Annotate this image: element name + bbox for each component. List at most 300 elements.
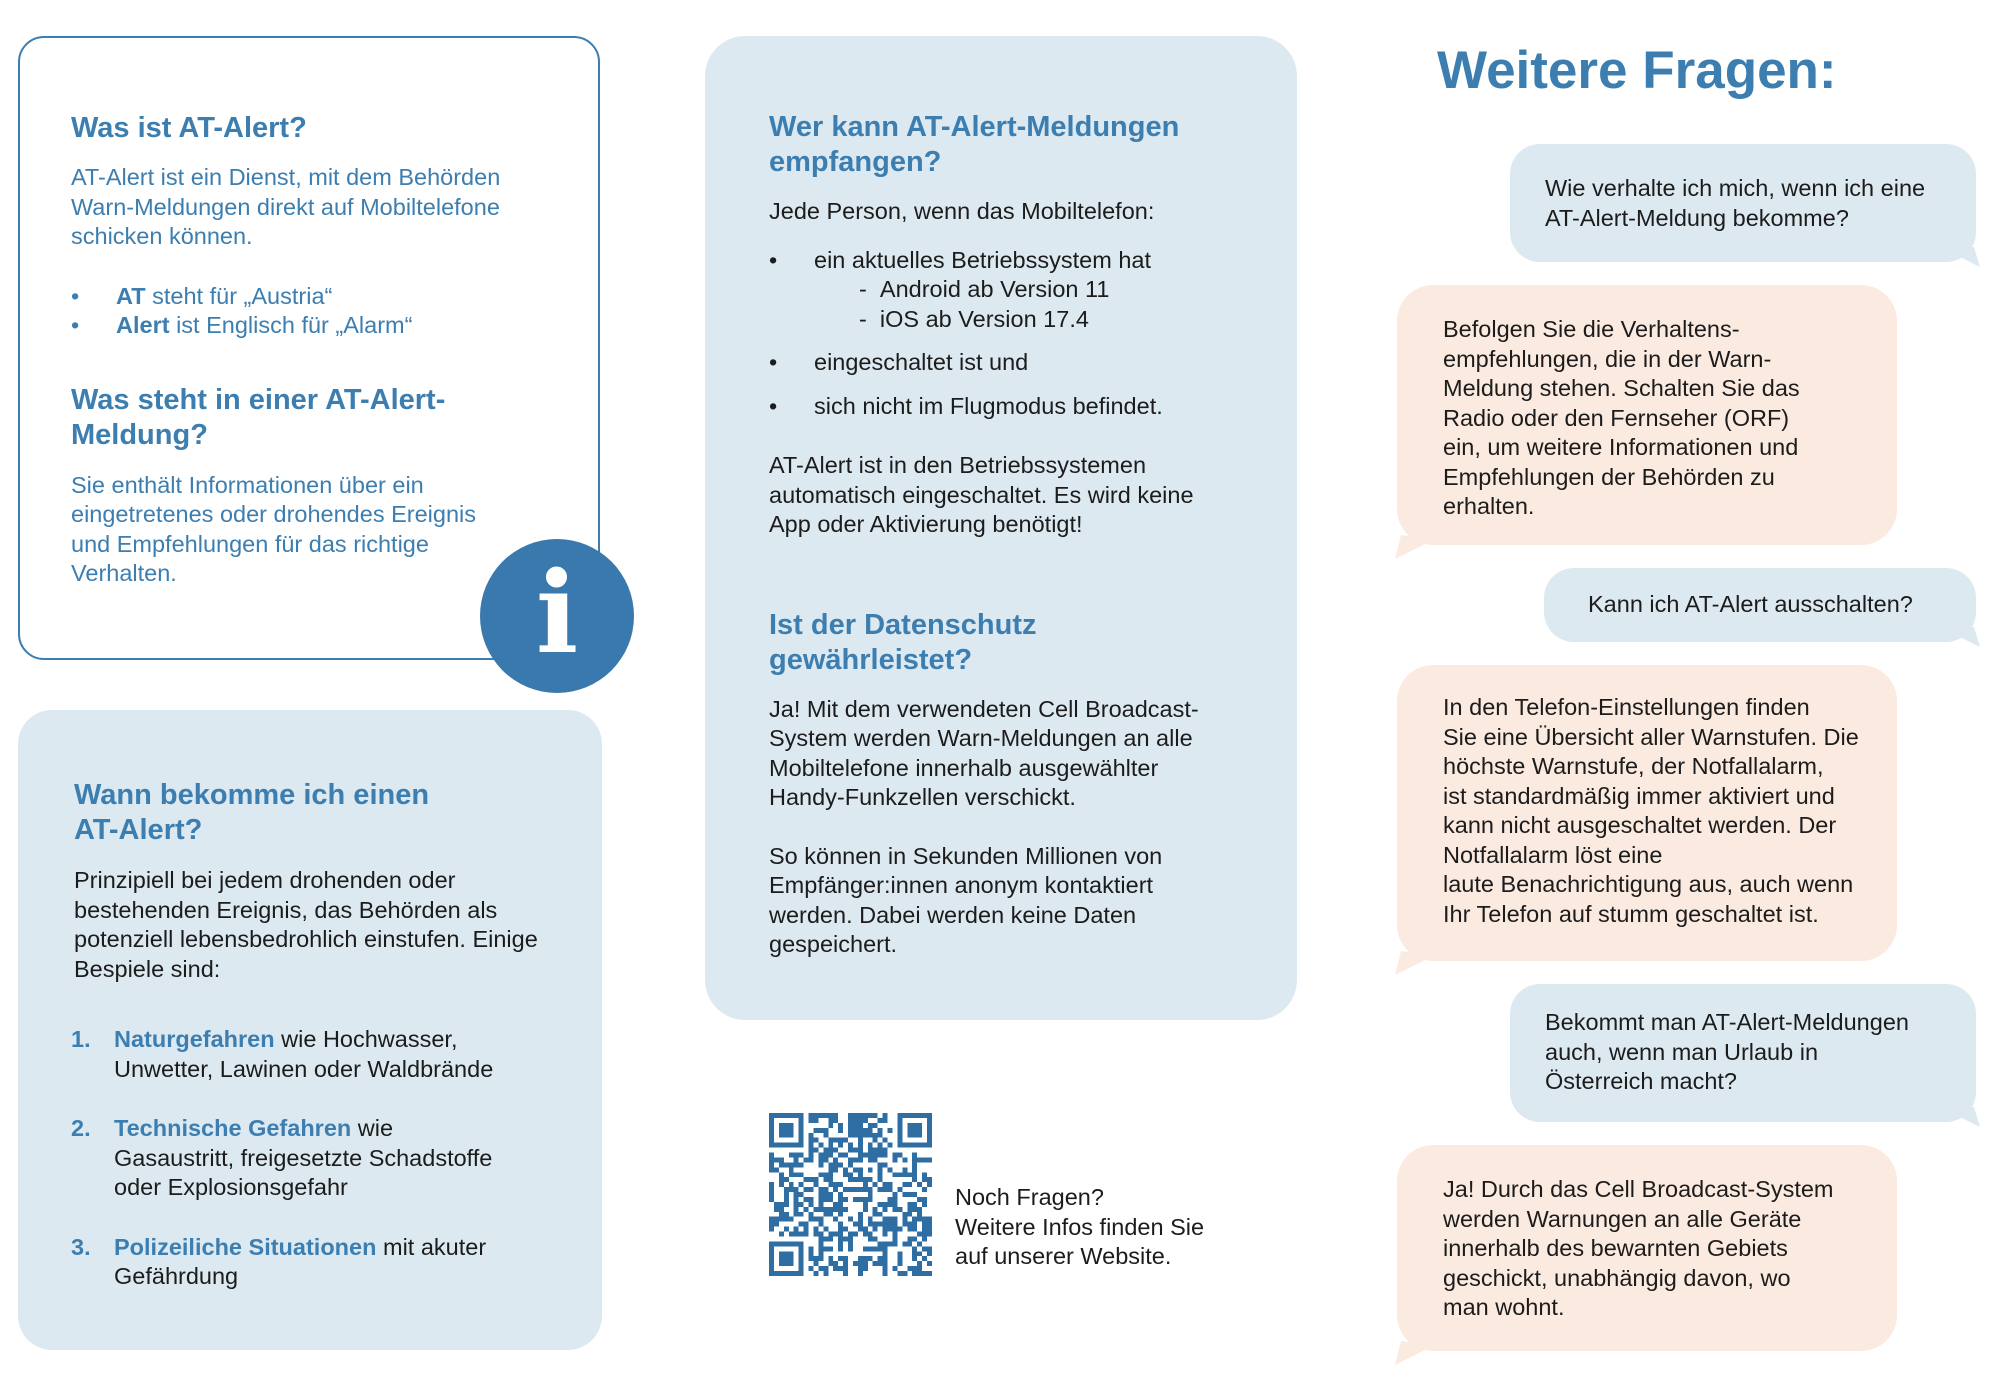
qr-module: [769, 1261, 774, 1266]
qr-module: [922, 1256, 927, 1261]
qr-module: [883, 1148, 888, 1153]
qr-module: [892, 1236, 897, 1241]
qr-module: [868, 1192, 873, 1197]
qr-module: [774, 1207, 779, 1212]
text-line: Meldung stehen. Schalten Sie das: [1443, 375, 1800, 401]
answer-text: [1397, 1145, 1897, 1323]
qr-module: [828, 1192, 833, 1197]
qr-module: [883, 1118, 888, 1123]
qr-module: [779, 1261, 784, 1266]
qr-module: [823, 1177, 828, 1182]
qr-module: [789, 1143, 794, 1148]
qr-module: [858, 1128, 863, 1133]
text-line: Empfänger:innen anonym kontaktiert: [769, 872, 1154, 898]
bubble-tail: [1395, 951, 1435, 975]
qr-module: [912, 1153, 917, 1158]
qr-module: [888, 1187, 893, 1192]
qr-module: [912, 1266, 917, 1271]
qr-module: [779, 1113, 784, 1118]
panel-who-content: [769, 110, 1289, 960]
qr-module: [799, 1212, 804, 1217]
bullet-alert: [71, 311, 591, 341]
qr-module: [823, 1113, 828, 1118]
qr-module: [769, 1251, 774, 1256]
qr-module: [912, 1271, 917, 1276]
qr-module: [917, 1217, 922, 1222]
qr-module: [823, 1246, 828, 1251]
qr-module: [868, 1133, 873, 1138]
item-number: 1.: [71, 1026, 91, 1052]
qr-module: [823, 1227, 828, 1232]
qr-module: [823, 1197, 828, 1202]
qr-module: [907, 1172, 912, 1177]
qr-module: [813, 1227, 818, 1232]
qr-module: [858, 1157, 863, 1162]
qr-module: [784, 1123, 789, 1128]
qr-module: [823, 1148, 828, 1153]
qr-module: [883, 1162, 888, 1167]
item-number: 3.: [71, 1233, 91, 1260]
qr-module: [823, 1157, 828, 1162]
qr-module: [853, 1187, 858, 1192]
qr-module: [809, 1143, 814, 1148]
qr-module: [799, 1246, 804, 1251]
example-item: [71, 1114, 594, 1203]
qr-module: [853, 1133, 858, 1138]
qr-module: [907, 1128, 912, 1133]
qr-module: [873, 1138, 878, 1143]
item-text: mit akuter: [376, 1233, 487, 1260]
bullet-term: Alert: [116, 312, 170, 338]
qr-module: [774, 1217, 779, 1222]
qr-module: [818, 1207, 823, 1212]
qr-module: [868, 1217, 873, 1222]
qr-module: [853, 1148, 858, 1153]
qr-module: [902, 1217, 907, 1222]
qr-module: [853, 1113, 858, 1118]
qr-module: [769, 1153, 774, 1158]
qr-module: [873, 1148, 878, 1153]
qr-module: [794, 1241, 799, 1246]
qr-module: [912, 1207, 917, 1212]
qr-module: [848, 1241, 853, 1246]
qr-module: [799, 1261, 804, 1266]
qr-module: [838, 1227, 843, 1232]
qr-module: [868, 1232, 873, 1237]
qr-module: [779, 1162, 784, 1167]
qr-module: [897, 1207, 902, 1212]
qr-module: [843, 1261, 848, 1266]
qr-module: [858, 1123, 863, 1128]
qr-module: [828, 1197, 833, 1202]
qr-module: [888, 1217, 893, 1222]
qr-module: [769, 1182, 774, 1187]
qr-code-icon[interactable]: [769, 1113, 932, 1276]
qr-module: [853, 1157, 858, 1162]
privacy-p2: [769, 842, 1289, 960]
qr-module: [858, 1271, 863, 1276]
qr-module: [823, 1172, 828, 1177]
qr-module: [813, 1207, 818, 1212]
text-line: System werden Warn-Meldungen an alle: [769, 725, 1193, 751]
qr-module: [838, 1241, 843, 1246]
what-is-intro: [71, 163, 591, 252]
qr-module: [878, 1256, 883, 1261]
bubble-tail: [1395, 535, 1435, 559]
os-sub-list: [814, 275, 1289, 334]
qr-module: [873, 1236, 878, 1241]
qr-module: [809, 1187, 814, 1192]
qr-module: [912, 1227, 917, 1232]
qr-module: [873, 1212, 878, 1217]
qr-module: [789, 1217, 794, 1222]
qr-module: [838, 1266, 843, 1271]
qr-module: [883, 1256, 888, 1261]
bullet-text: ist Englisch für „Alarm“: [169, 312, 413, 338]
qr-module: [809, 1157, 814, 1162]
qr-module: [888, 1182, 893, 1187]
qr-module: [863, 1232, 868, 1237]
qr-module: [868, 1167, 873, 1172]
text-line: Mobiltelefone innerhalb ausgewählter: [769, 754, 1159, 781]
qr-module: [873, 1123, 878, 1128]
qr-module: [789, 1251, 794, 1256]
qr-module: [888, 1197, 893, 1202]
qr-module: [838, 1138, 843, 1143]
qr-module: [863, 1246, 868, 1251]
qr-module: [838, 1143, 843, 1148]
qr-module: [848, 1217, 853, 1222]
qr-module: [858, 1261, 863, 1266]
qr-module: [917, 1251, 922, 1256]
when-examples: [71, 1025, 594, 1292]
qr-module: [838, 1212, 843, 1217]
panel-what-is-content: [71, 111, 591, 589]
qr-module: [897, 1128, 902, 1133]
qr-module: [897, 1118, 902, 1123]
text-line: Bespiele sind:: [74, 955, 221, 982]
qr-module: [794, 1212, 799, 1217]
qr-module: [917, 1232, 922, 1237]
faq-title: Weitere Fragen:: [1437, 41, 1837, 100]
qr-module: [779, 1123, 784, 1128]
qr-module: [789, 1128, 794, 1133]
qr-module: [774, 1222, 779, 1227]
qr-module: [883, 1271, 888, 1276]
question-bubble: [1510, 144, 1976, 262]
qr-module: [843, 1207, 848, 1212]
qr-module: [838, 1236, 843, 1241]
qr-module: [833, 1261, 838, 1266]
qr-module: [873, 1261, 878, 1266]
qr-module: [809, 1113, 814, 1118]
qr-module: [892, 1192, 897, 1197]
bullet-os: [769, 246, 1289, 335]
info-icon: [480, 539, 634, 693]
bullet-flightmode: [769, 392, 1289, 422]
qr-module: [883, 1113, 888, 1118]
qr-module: [927, 1177, 932, 1182]
who-intro: Jede Person, wenn das Mobiltelefon:: [769, 198, 1155, 224]
qr-module: [809, 1197, 814, 1202]
qr-module: [799, 1162, 804, 1167]
qr-module: [863, 1197, 868, 1202]
qr-module: [912, 1123, 917, 1128]
qr-module: [912, 1172, 917, 1177]
qr-module: [779, 1177, 784, 1182]
heading-privacy: [769, 608, 1289, 678]
qr-caption: [955, 1183, 1204, 1272]
text-line: AT-Alert ist ein Dienst, mit dem Behörden: [71, 164, 501, 190]
qr-module: [848, 1172, 853, 1177]
qr-module: [799, 1241, 804, 1246]
qr-module: [833, 1207, 838, 1212]
qr-module: [912, 1246, 917, 1251]
qr-module: [809, 1246, 814, 1251]
qr-module: [799, 1232, 804, 1237]
item-term: Technische Gefahren: [114, 1115, 352, 1141]
qr-module: [863, 1153, 868, 1158]
qr-module: [917, 1241, 922, 1246]
qr-module: [784, 1162, 789, 1167]
qr-module: [917, 1261, 922, 1266]
qr-module: [853, 1118, 858, 1123]
qr-module: [927, 1251, 932, 1256]
qr-module: [892, 1202, 897, 1207]
qr-module: [833, 1217, 838, 1222]
bubble-tail: [1940, 1107, 1980, 1127]
text-line: schicken können.: [71, 223, 253, 249]
qr-module: [902, 1113, 907, 1118]
qr-module: [794, 1207, 799, 1212]
qr-module: [794, 1192, 799, 1197]
qr-module: [927, 1113, 932, 1118]
qr-module: [883, 1207, 888, 1212]
qr-module: [779, 1251, 784, 1256]
qr-module: [863, 1182, 868, 1187]
text-line: eingetretenes oder drohendes Ereignis: [71, 501, 476, 527]
qr-module: [917, 1133, 922, 1138]
qr-module: [779, 1172, 784, 1177]
qr-module: [779, 1241, 784, 1246]
qr-module: [873, 1207, 878, 1212]
qr-module: [878, 1148, 883, 1153]
qr-module: [799, 1153, 804, 1158]
qr-module: [853, 1197, 858, 1202]
qr-module: [784, 1202, 789, 1207]
qr-module: [789, 1256, 794, 1261]
qr-module: [897, 1172, 902, 1177]
qr-module: [779, 1256, 784, 1261]
qr-module: [873, 1246, 878, 1251]
qr-module: [769, 1246, 774, 1251]
qr-module: [789, 1187, 794, 1192]
text-line: Sie enthält Informationen über ein: [71, 471, 424, 498]
qr-module: [818, 1157, 823, 1162]
qr-module: [922, 1143, 927, 1148]
qr-module: [818, 1192, 823, 1197]
qr-module: [843, 1172, 848, 1177]
qr-module: [858, 1197, 863, 1202]
qr-module: [813, 1256, 818, 1261]
qr-module: [809, 1133, 814, 1138]
qr-module: [848, 1133, 853, 1138]
qr-module: [912, 1167, 917, 1172]
qr-module: [799, 1128, 804, 1133]
qr-module: [902, 1192, 907, 1197]
sub-item-text: Android ab Version 11: [879, 276, 1110, 302]
qr-module: [878, 1172, 883, 1177]
qr-module: [828, 1261, 833, 1266]
heading-line: Wer kann AT-Alert-Meldungen: [769, 111, 1180, 143]
text-line: Noch Fragen?: [955, 1184, 1104, 1210]
qr-module: [838, 1123, 843, 1128]
qr-module: [858, 1133, 863, 1138]
text-line: ein, um weitere Informationen und: [1443, 434, 1799, 460]
qr-module: [833, 1167, 838, 1172]
qr-module: [912, 1177, 917, 1182]
qr-module: [897, 1123, 902, 1128]
qr-module: [828, 1148, 833, 1153]
qr-module: [883, 1241, 888, 1246]
qr-module: [848, 1187, 853, 1192]
panel-when-content: [71, 778, 594, 1322]
qr-module: [883, 1251, 888, 1256]
qr-module: [878, 1177, 883, 1182]
qr-module: [902, 1241, 907, 1246]
qr-module: [809, 1256, 814, 1261]
qr-module: [823, 1207, 828, 1212]
answer-text: [1397, 665, 1897, 929]
qr-module: [927, 1128, 932, 1133]
qr-module: [818, 1113, 823, 1118]
text-line: App oder Aktivierung benötigt!: [769, 511, 1083, 537]
qr-module: [784, 1212, 789, 1217]
heading-line: Ist der Datenschutz: [769, 608, 1037, 641]
who-note: [769, 451, 1289, 540]
qr-module: [774, 1271, 779, 1276]
qr-module: [917, 1143, 922, 1148]
qr-module: [863, 1202, 868, 1207]
qr-module: [858, 1256, 863, 1261]
qr-module: [883, 1202, 888, 1207]
qr-module: [912, 1128, 917, 1133]
qr-module: [912, 1143, 917, 1148]
qr-module: [779, 1182, 784, 1187]
qr-module: [873, 1182, 878, 1187]
qr-module: [868, 1256, 873, 1261]
qr-module: [838, 1197, 843, 1202]
heading-who: [769, 110, 1289, 180]
qr-module: [799, 1251, 804, 1256]
item-text: Gefährdung: [114, 1263, 239, 1289]
qr-module: [838, 1202, 843, 1207]
qr-module: [888, 1241, 893, 1246]
qr-module: [848, 1232, 853, 1237]
qr-module: [868, 1123, 873, 1128]
text-line: kann nicht ausgeschaltet werden. Der: [1443, 812, 1837, 838]
qr-module: [897, 1271, 902, 1276]
qr-module: [818, 1197, 823, 1202]
qr-module: [917, 1271, 922, 1276]
text-line: Verhalten.: [71, 560, 177, 586]
text-line: ist standardmäßig immer aktiviert und: [1443, 782, 1835, 809]
heading-line: Meldung?: [71, 418, 208, 451]
qr-module: [878, 1167, 883, 1172]
text-line: empfehlungen, die in der Warn-: [1443, 345, 1772, 372]
qr-module: [823, 1153, 828, 1158]
qr-module: [833, 1138, 838, 1143]
qr-module: [873, 1153, 878, 1158]
qr-module: [838, 1153, 843, 1158]
qr-module: [868, 1177, 873, 1182]
qr-module: [917, 1182, 922, 1187]
qr-module: [868, 1153, 873, 1158]
qr-module: [863, 1227, 868, 1232]
qr-module: [769, 1138, 774, 1143]
qr-module: [794, 1172, 799, 1177]
qr-module: [818, 1236, 823, 1241]
qr-module: [833, 1187, 838, 1192]
qr-module: [794, 1271, 799, 1276]
qr-module: [809, 1153, 814, 1158]
qr-module: [888, 1227, 893, 1232]
text-line: Weitere Infos finden Sie: [955, 1213, 1205, 1240]
answer-bubble: [1397, 665, 1897, 961]
qr-module: [927, 1261, 932, 1266]
qr-module: [902, 1157, 907, 1162]
heading-line: gewährleistet?: [769, 643, 973, 676]
qr-module: [922, 1236, 927, 1241]
text-line: gespeichert.: [769, 931, 898, 957]
qr-module: [922, 1227, 927, 1232]
qr-module: [828, 1212, 833, 1217]
qr-module: [858, 1138, 863, 1143]
text-line: höchste Warnstufe, der Notfallalarm,: [1443, 753, 1824, 779]
qr-module: [784, 1128, 789, 1133]
qr-module: [779, 1217, 784, 1222]
question-bubble: [1510, 984, 1976, 1122]
qr-module: [784, 1271, 789, 1276]
qr-module: [818, 1143, 823, 1148]
qr-module: [873, 1227, 878, 1232]
qr-module: [858, 1153, 863, 1158]
qr-module: [779, 1143, 784, 1148]
question-text: [1544, 568, 1976, 620]
qr-module: [833, 1232, 838, 1237]
bullet-term: AT: [116, 282, 146, 309]
qr-module: [828, 1182, 833, 1187]
qr-module: [868, 1157, 873, 1162]
item-text: wie Hochwasser,: [274, 1026, 458, 1052]
text-line: Handy-Funkzellen verschickt.: [769, 784, 1076, 810]
qr-module: [799, 1138, 804, 1143]
qr-module: [789, 1133, 794, 1138]
qr-module: [868, 1222, 873, 1227]
qr-module: [784, 1133, 789, 1138]
qr-module: [769, 1157, 774, 1162]
qr-module: [833, 1182, 838, 1187]
text-line: Ja! Durch das Cell Broadcast-System: [1443, 1176, 1834, 1202]
qr-module: [774, 1157, 779, 1162]
answer-text: [1397, 285, 1897, 522]
qr-module: [779, 1128, 784, 1133]
qr-module: [818, 1187, 823, 1192]
qr-module: [799, 1182, 804, 1187]
qr-module: [813, 1261, 818, 1266]
qr-module: [883, 1246, 888, 1251]
qr-module: [892, 1197, 897, 1202]
